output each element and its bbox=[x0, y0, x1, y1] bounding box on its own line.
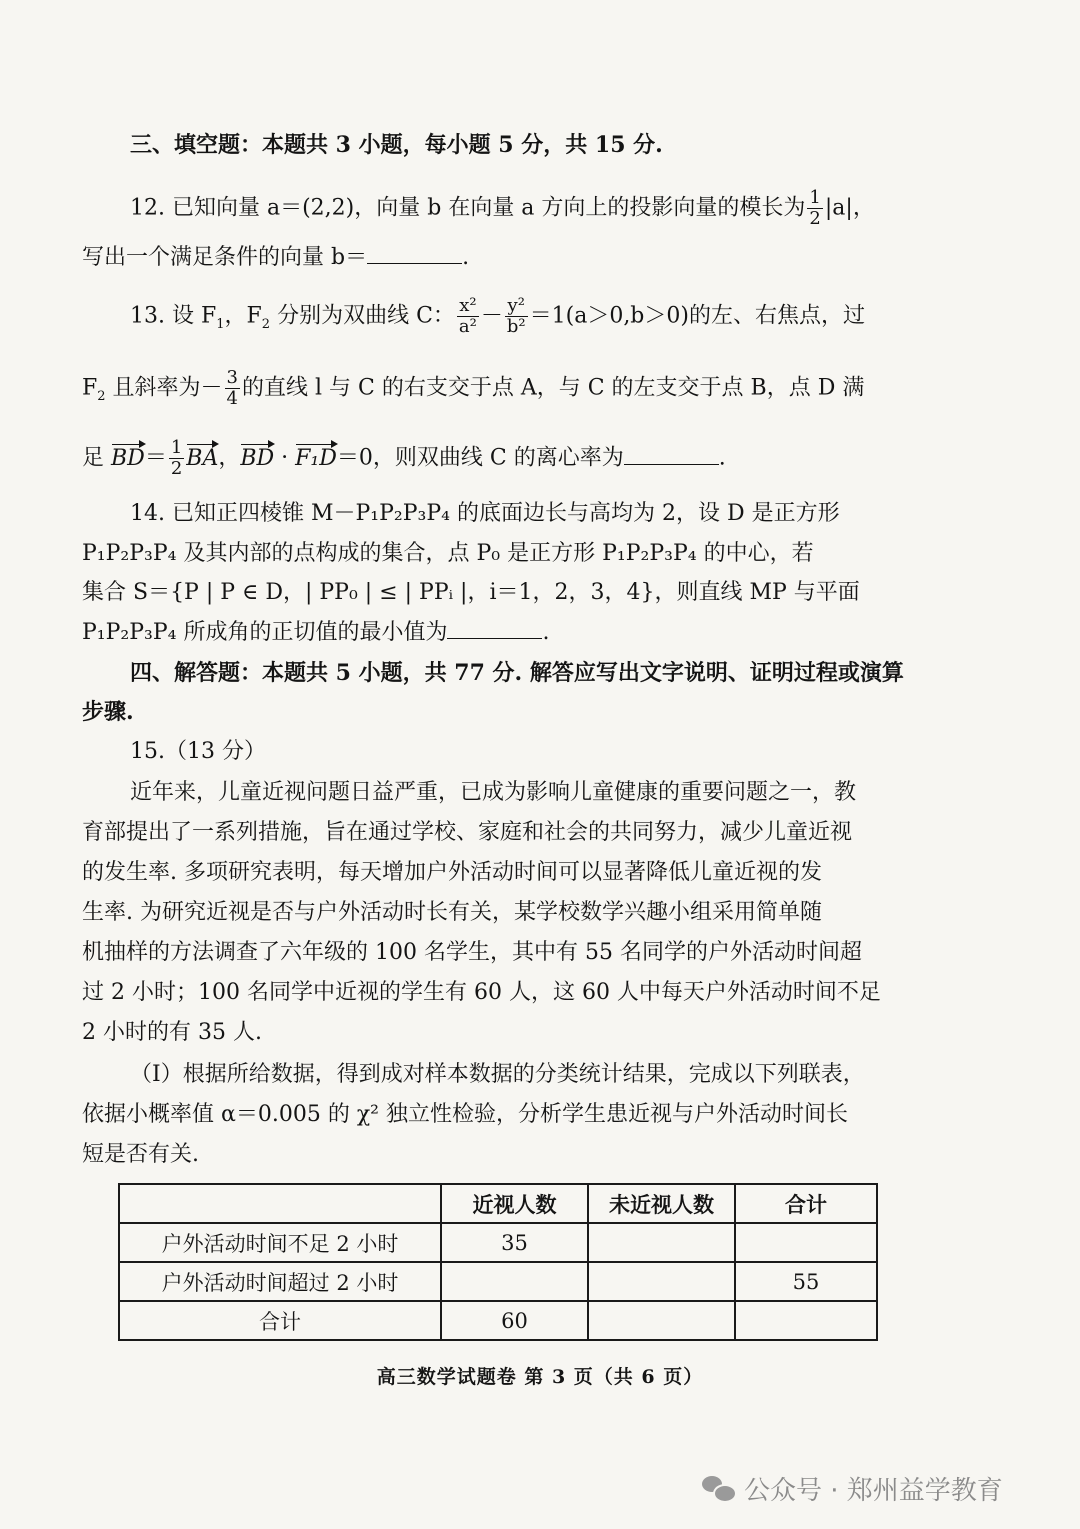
q13-frac-y: $\frac{\text{y²}}{\text{b²}}$ bbox=[506, 295, 526, 337]
table-cell: 35 bbox=[441, 1223, 588, 1262]
q15-title: 15.（13 分） bbox=[130, 739, 266, 764]
q13-slope-frac: $\frac{3}{4}$ bbox=[226, 367, 238, 409]
table-row bbox=[119, 1301, 877, 1340]
section4-heading-line2: 步骤. bbox=[82, 699, 134, 725]
q15-para-line4: 生率. 为研究近视是否与户外活动时长有关，某学校数学兴趣小组采用简单随 bbox=[82, 900, 822, 925]
q13-line1: 13. 设 $F_1$，$F_2$ 分别为双曲线 C： $\frac{\text{x²}}{\text{a²}}$ － $\frac{\text{y²}}{\text{b²}}$ ＝1(a＞0,b＞0)的左、右焦点，过 bbox=[130, 295, 865, 337]
q12-line2: 写出一个满足条件的向量 b＝ . bbox=[82, 245, 470, 270]
table-row bbox=[119, 1223, 877, 1262]
q12-line1: 12. 已知向量 a＝(2,2)，向量 b 在向量 a 方向上的投影向量的模长为 $\frac{1}{2}$ |a|， bbox=[130, 187, 875, 229]
page-footer: 高三数学试题卷 第 3 页（共 6 页） bbox=[376, 1366, 704, 1388]
table-header-cell bbox=[119, 1184, 441, 1223]
table-cell: 60 bbox=[441, 1301, 588, 1340]
watermark bbox=[702, 1468, 1052, 1508]
section4-heading-line1: 四、解答题：本题共 5 小题，共 77 分. 解答应写出文字说明、证明过程或演算 bbox=[130, 660, 904, 686]
q15-para-line6: 过 2 小时；100 名同学中近视的学生有 60 人，这 60 人中每天户外活动时间不足 bbox=[82, 980, 881, 1005]
q15-para-line1: 近年来，儿童近视问题日益严重，已成为影响儿童健康的重要问题之一，教 bbox=[130, 780, 857, 805]
answer-blank-12[interactable] bbox=[367, 243, 462, 264]
wechat-icon bbox=[702, 1474, 734, 1502]
q12-fraction: $\frac{1}{2}$ bbox=[809, 187, 821, 229]
table-cell: 户外活动时间超过 2 小时 bbox=[119, 1262, 441, 1301]
answer-blank-14[interactable] bbox=[447, 618, 542, 639]
table-cell-blank[interactable] bbox=[735, 1301, 877, 1340]
table-cell-blank[interactable] bbox=[441, 1262, 588, 1301]
q13-line3: 足 BD＝ $\frac{1}{2}$ BA，BD · F₁D＝0，则双曲线 C 的离心率为 . bbox=[82, 437, 726, 479]
q15-para-line3: 的发生率. 多项研究表明，每天增加户外活动时间可以显著降低儿童近视的发 bbox=[82, 860, 822, 885]
q15-part1-line3: 短是否有关. bbox=[82, 1142, 199, 1167]
q14-line4: P₁P₂P₃P₄ 所成角的正切值的最小值为 . bbox=[82, 620, 550, 645]
table-cell: 55 bbox=[735, 1262, 877, 1301]
q14-line2: P₁P₂P₃P₄ 及其内部的点构成的集合，点 P₀ 是正方形 P₁P₂P₃P₄ 的中心，若 bbox=[82, 541, 814, 566]
q13-line2: $F_2$ 且斜率为－ $\frac{3}{4}$ 的直线 l 与 C 的右支交于点 A，与 C 的左支交于点 B，点 D 满 bbox=[82, 367, 865, 409]
table-header-cell: 未近视人数 bbox=[588, 1184, 735, 1223]
table-cell-blank[interactable] bbox=[588, 1262, 735, 1301]
table-cell: 合计 bbox=[119, 1301, 441, 1340]
q15-para-line5: 机抽样的方法调查了六年级的 100 名学生，其中有 55 名同学的户外活动时间超 bbox=[82, 940, 862, 965]
q14-line1: 14. 已知正四棱锥 M－P₁P₂P₃P₄ 的底面边长与高均为 2，设 D 是正方形 bbox=[130, 501, 840, 526]
contingency-table bbox=[118, 1183, 878, 1341]
q13-frac-x: $\frac{\text{x²}}{\text{a²}}$ bbox=[458, 295, 477, 337]
table-cell-blank[interactable] bbox=[588, 1301, 735, 1340]
q15-part1-line1: （Ⅰ）根据所给数据，得到成对样本数据的分类统计结果，完成以下列联表， bbox=[130, 1062, 865, 1087]
table-header-cell: 合计 bbox=[735, 1184, 877, 1223]
q14-line3: 集合 S＝{P | P ∈ D，| PP₀ | ≤ | PPᵢ |，i＝1，2，3，4}，则直线 MP 与平面 bbox=[82, 580, 860, 605]
table-cell-blank[interactable] bbox=[735, 1223, 877, 1262]
table-header-row bbox=[119, 1184, 877, 1223]
q13-half-frac: $\frac{1}{2}$ bbox=[170, 437, 183, 479]
table-header-cell: 近视人数 bbox=[441, 1184, 588, 1223]
q15-para-line7: 2 小时的有 35 人. bbox=[82, 1020, 262, 1045]
watermark-text: 公众号 · 郑州益学教育 bbox=[744, 1475, 1003, 1506]
q15-part1-line2: 依据小概率值 α＝0.005 的 χ² 独立性检验，分析学生患近视与户外活动时间长 bbox=[82, 1102, 848, 1127]
table-cell: 户外活动时间不足 2 小时 bbox=[119, 1223, 441, 1262]
table-row bbox=[119, 1262, 877, 1301]
q15-para-line2: 育部提出了一系列措施，旨在通过学校、家庭和社会的共同努力，减少儿童近视 bbox=[82, 820, 853, 845]
answer-blank-13[interactable] bbox=[624, 444, 719, 465]
table-cell-blank[interactable] bbox=[588, 1223, 735, 1262]
section3-heading: 三、填空题：本题共 3 小题，每小题 5 分，共 15 分. bbox=[130, 132, 663, 158]
